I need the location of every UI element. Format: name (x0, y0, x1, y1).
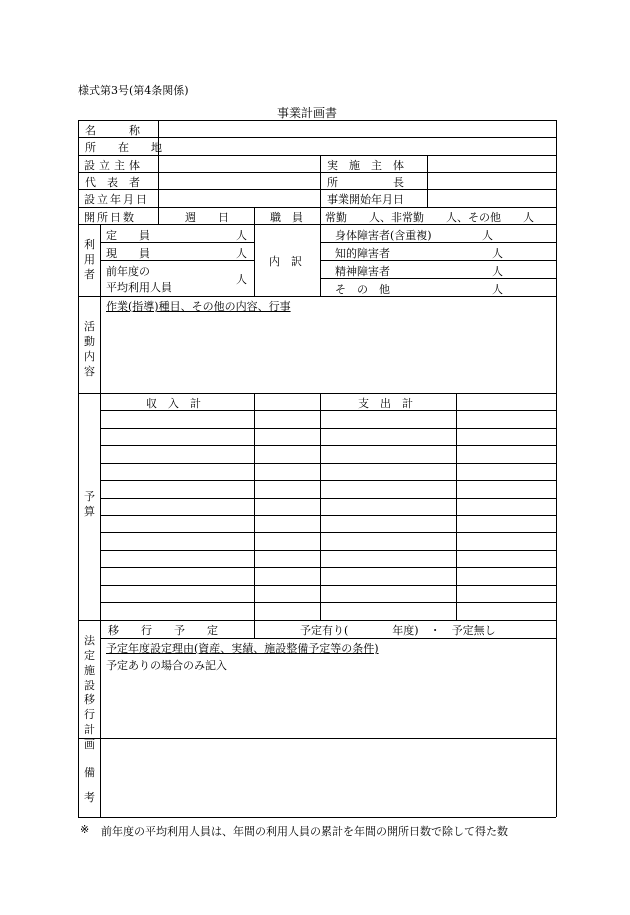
grid-line (78, 207, 556, 208)
physical-label: 身体障害者(含重複) (335, 229, 432, 242)
current-unit: 人 (236, 247, 247, 260)
budget-row-line (100, 550, 556, 551)
grid-line (78, 137, 556, 138)
budget-row-line (100, 532, 556, 533)
remarks-label: 備考 (84, 766, 95, 805)
intellectual-unit: 人 (492, 247, 503, 260)
grid-line (78, 155, 556, 156)
document-title: 事業計画書 (277, 106, 338, 120)
budget-row-line (100, 463, 556, 464)
grid-line (254, 207, 255, 224)
form-number: 様式第3号(第4条関係) (78, 84, 189, 97)
capacity-unit: 人 (236, 229, 247, 242)
users-label: 利用者 (84, 238, 95, 281)
mental-unit: 人 (492, 265, 503, 278)
staff-value: 常勤 人、非常勤 人、その他 人 (325, 211, 534, 224)
grid-line (456, 393, 457, 620)
name-label: 名 称 (85, 124, 140, 137)
grid-line (254, 393, 255, 638)
activity-prompt: 作業(指導)種目、その他の内容、行事 (106, 300, 291, 313)
grid-line (78, 620, 556, 621)
grid-line (78, 172, 556, 173)
grid-line (78, 120, 556, 121)
started-label: 事業開始年月日 (327, 193, 404, 206)
founder-label: 設立主体 (84, 159, 144, 172)
intellectual-label: 知的障害者 (335, 247, 390, 260)
staff-label: 職 員 (270, 211, 303, 224)
open-days-label: 開所日数 (84, 211, 136, 224)
mental-label: 精神障害者 (335, 265, 390, 278)
budget-row-line (100, 602, 556, 603)
address-label: 所 在 地 (85, 141, 162, 154)
physical-unit: 人 (482, 229, 493, 242)
other-label: そ の 他 (335, 283, 390, 296)
transition-reason: 予定年度設定理由(資産、実績、施設整備予定等の条件) (106, 642, 379, 655)
activity-label: 活動内容 (84, 320, 95, 378)
budget-row-line (100, 445, 556, 446)
budget-row-line (100, 515, 556, 516)
grid-line (320, 155, 321, 224)
footnote-mark: ※ (80, 823, 90, 836)
breakdown-label: 内 訳 (269, 255, 302, 268)
budget-row-line (100, 480, 556, 481)
income-header: 収 入 計 (146, 397, 201, 410)
footnote-text: 前年度の平均利用人員は、年間の利用人員の累計を年間の開所日数で除して得た数 (101, 825, 508, 838)
capacity-label: 定 員 (106, 229, 150, 242)
grid-line (100, 638, 556, 639)
avg-label-1: 前年度の (106, 265, 150, 278)
grid-line (100, 224, 101, 817)
representative-label: 代 表 者 (85, 176, 140, 189)
established-label: 設立年月日 (84, 193, 149, 206)
open-days-unit: 週 日 (185, 211, 229, 224)
current-label: 現 員 (106, 247, 150, 260)
grid-line (78, 296, 556, 297)
transition-label: 移 行 予 定 (108, 624, 218, 637)
grid-line (78, 817, 556, 818)
transition-options: 予定有り( 年度) ・ 予定無し (300, 624, 496, 637)
other-unit: 人 (492, 283, 503, 296)
grid-line (78, 393, 556, 394)
transition-section-label: 法定施設移行計画 (84, 634, 95, 751)
grid-line (158, 120, 159, 224)
budget-label: 予算 (84, 490, 95, 518)
budget-row-line (100, 498, 556, 499)
budget-row-line (100, 428, 556, 429)
grid-line (320, 224, 321, 296)
grid-line (78, 738, 556, 739)
operator-label: 実 施 主 体 (327, 159, 404, 172)
avg-label-2: 平均利用人員 (106, 281, 172, 294)
grid-line (320, 393, 321, 620)
transition-note: 予定ありの場合のみ記入 (106, 659, 227, 672)
budget-row-line (100, 567, 556, 568)
grid-line (254, 224, 255, 296)
budget-row-line (100, 585, 556, 586)
expense-header: 支 出 計 (358, 397, 413, 410)
grid-line (556, 120, 557, 817)
grid-line (427, 155, 428, 207)
avg-unit: 人 (236, 273, 247, 286)
grid-line (78, 189, 556, 190)
director-label: 所 長 (327, 176, 404, 189)
